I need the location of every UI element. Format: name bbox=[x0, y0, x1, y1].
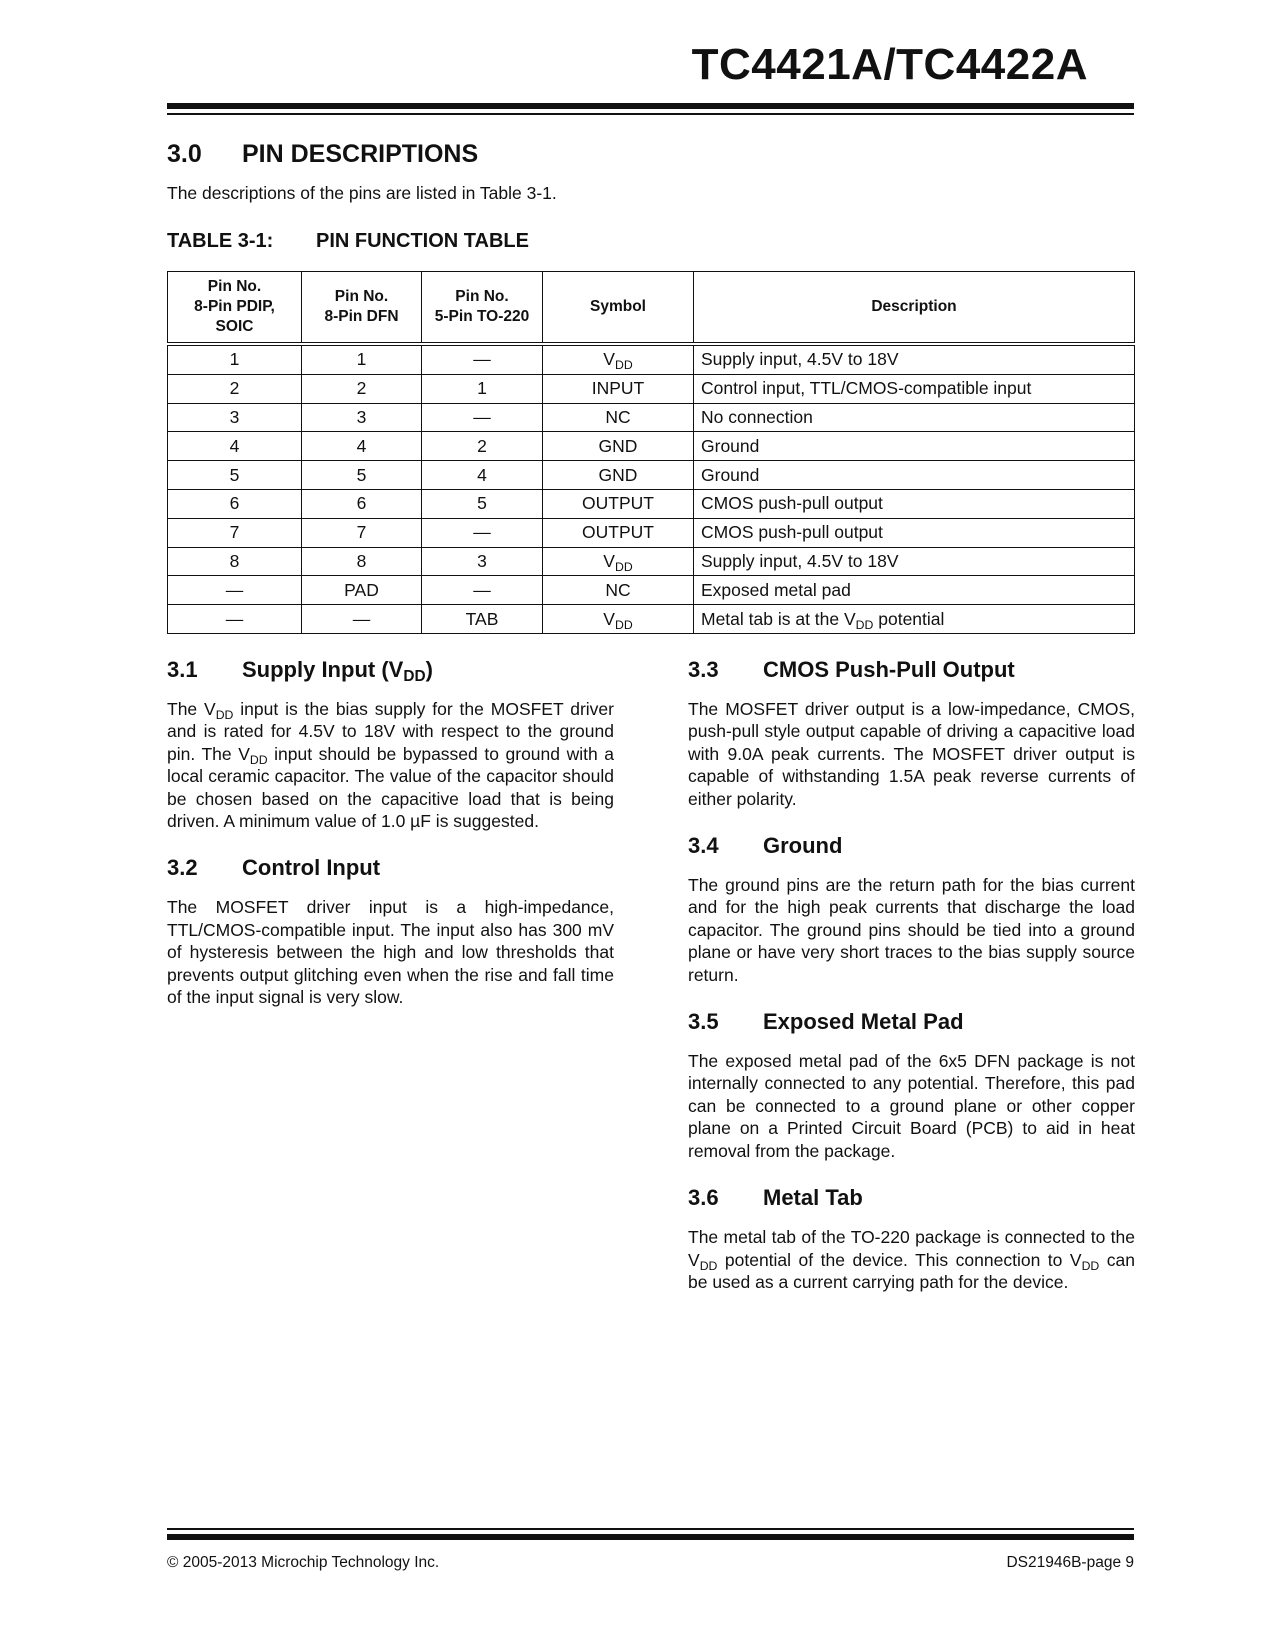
cell-pdip: 6 bbox=[168, 489, 302, 518]
footer-copyright: © 2005-2013 Microchip Technology Inc. bbox=[167, 1554, 440, 1571]
cell-description: Ground bbox=[694, 461, 1135, 490]
cell-symbol: $V_{DD}$ bbox=[543, 344, 694, 374]
cell-to220: 1 bbox=[422, 374, 543, 403]
cell-to220: — bbox=[422, 576, 543, 605]
cell-pdip: 5 bbox=[168, 461, 302, 490]
header-to220: Pin No. 5-Pin TO-220 bbox=[422, 272, 543, 345]
cell-symbol: OUTPUT bbox=[543, 489, 694, 518]
cell-dfn: 2 bbox=[302, 374, 422, 403]
table-caption bbox=[167, 230, 529, 253]
header-pdip: Pin No. 8-Pin PDIP, SOIC bbox=[168, 272, 302, 345]
cell-dfn: 5 bbox=[302, 461, 422, 490]
cell-pdip: 3 bbox=[168, 403, 302, 432]
document-title: TC4421A/TC4422A bbox=[691, 40, 1088, 89]
cell-to220: 5 bbox=[422, 489, 543, 518]
cell-dfn: 7 bbox=[302, 518, 422, 547]
section-heading-3-0 bbox=[167, 140, 478, 169]
cell-pdip: — bbox=[168, 605, 302, 634]
cell-symbol: INPUT bbox=[543, 374, 694, 403]
cell-pdip: 1 bbox=[168, 344, 302, 374]
cell-description: Supply input, 4.5V to 18V bbox=[694, 547, 1135, 576]
cell-pdip: 7 bbox=[168, 518, 302, 547]
section-3-6-text: The metal tab of the TO-220 package is connected to the $V_{DD}$ potential of the device. This connection to $V_{DD}$ can be used as a current carrying path for the device. bbox=[688, 1227, 1135, 1292]
section-heading-3-1: 3.1 Supply Input $(V_{DD})$ bbox=[167, 657, 433, 685]
section-heading-3-3: 3.3 CMOS Push-Pull Output bbox=[688, 657, 1015, 682]
cell-symbol: NC bbox=[543, 576, 694, 605]
cell-pdip: 8 bbox=[168, 547, 302, 576]
left-column bbox=[167, 656, 614, 1030]
cell-symbol: $V_{DD}$ bbox=[543, 547, 694, 576]
section-heading-3-5: 3.5 Exposed Metal Pad bbox=[688, 1009, 964, 1035]
section-intro: The descriptions of the pins are listed in Table 3-1. bbox=[167, 183, 557, 203]
table-row bbox=[168, 374, 1135, 403]
header-description: Description bbox=[694, 272, 1135, 345]
pin-function-table bbox=[167, 271, 1135, 634]
cell-description: No connection bbox=[694, 403, 1135, 432]
cell-pdip: 2 bbox=[168, 374, 302, 403]
header-rule-thin bbox=[167, 113, 1134, 115]
section-3-1-text: The $V_{DD}$ input is the bias supply for the MOSFET driver and is rated for 4.5V to 18V with respect to the ground pin. The $V_{DD}$ input should be bypassed to ground with a local ceramic capacitor. The value of the capacitor should be chosen based on the capacitive load that is being driven. A minimum value of 1.0 µF is suggested. bbox=[167, 699, 614, 832]
header-symbol: Symbol bbox=[543, 272, 694, 345]
cell-description: Metal tab is at the $V_{DD}$ potential bbox=[694, 605, 1135, 634]
cell-description: Ground bbox=[694, 432, 1135, 461]
table-caption-label: TABLE 3-1: bbox=[167, 230, 274, 252]
cell-to220: — bbox=[422, 403, 543, 432]
cell-pdip: 4 bbox=[168, 432, 302, 461]
section-number: 3.0 bbox=[167, 140, 202, 168]
cell-pdip: — bbox=[168, 576, 302, 605]
cell-to220: — bbox=[422, 344, 543, 374]
cell-symbol: GND bbox=[543, 461, 694, 490]
section-3-5-text: The exposed metal pad of the 6x5 DFN package is not internally connected to any potential. Therefore, this pad can be connected to a ground plane or other copper plane on a Printed Circuit Board (PCB) to aid in heat removal from the package. bbox=[688, 1051, 1135, 1161]
section-3-3-text: The MOSFET driver output is a low-impedance, CMOS, push-pull style output capable of driving a capacitive load with 9.0A peak currents. The MOSFET driver output is capable of withstanding 1.5A peak reverse currents of either polarity. bbox=[688, 699, 1135, 809]
table-header-row bbox=[168, 272, 1135, 345]
cell-description: Supply input, 4.5V to 18V bbox=[694, 344, 1135, 374]
table-row bbox=[168, 518, 1135, 547]
cell-dfn: 1 bbox=[302, 344, 422, 374]
table-row bbox=[168, 344, 1135, 374]
header-rule-thick bbox=[167, 103, 1134, 109]
cell-description: Exposed metal pad bbox=[694, 576, 1135, 605]
right-column bbox=[688, 656, 1135, 1315]
cell-symbol: OUTPUT bbox=[543, 518, 694, 547]
table-row bbox=[168, 432, 1135, 461]
cell-dfn: 3 bbox=[302, 403, 422, 432]
table-row bbox=[168, 403, 1135, 432]
cell-dfn: 8 bbox=[302, 547, 422, 576]
cell-symbol: GND bbox=[543, 432, 694, 461]
table-row bbox=[168, 576, 1135, 605]
cell-to220: TAB bbox=[422, 605, 543, 634]
cell-description: Control input, TTL/CMOS-compatible input bbox=[694, 374, 1135, 403]
cell-dfn: 6 bbox=[302, 489, 422, 518]
footer-rule-thick bbox=[167, 1534, 1134, 1540]
table-row bbox=[168, 489, 1135, 518]
section-3-2-text: The MOSFET driver input is a high-impedance, TTL/CMOS-compatible input. The input also has 300 mV of hysteresis between the high and low thresholds that prevents output glitching even when the rise and fall time of the input signal is very slow. bbox=[167, 897, 614, 1008]
section-heading-3-4: 3.4 Ground bbox=[688, 833, 843, 859]
cell-to220: 3 bbox=[422, 547, 543, 576]
table-row bbox=[168, 547, 1135, 576]
section-3-4-text: The ground pins are the return path for the bias current and for the high peak currents that discharge the load capacitor. The ground pins should be tied into a ground plane or have very short traces to the bias supply source return. bbox=[688, 875, 1135, 985]
cell-symbol: NC bbox=[543, 403, 694, 432]
section-heading-3-2: 3.2 Control Input bbox=[167, 855, 381, 881]
cell-symbol: $V_{DD}$ bbox=[543, 605, 694, 634]
footer-rule-thin bbox=[167, 1528, 1134, 1530]
cell-dfn: 4 bbox=[302, 432, 422, 461]
cell-to220: 4 bbox=[422, 461, 543, 490]
header-dfn: Pin No. 8-Pin DFN bbox=[302, 272, 422, 345]
section-heading-3-6: 3.6 Metal Tab bbox=[688, 1185, 863, 1211]
section-title: PIN DESCRIPTIONS bbox=[242, 140, 479, 168]
table-row bbox=[168, 605, 1135, 634]
cell-description: CMOS push-pull output bbox=[694, 518, 1135, 547]
cell-dfn: PAD bbox=[302, 576, 422, 605]
cell-to220: — bbox=[422, 518, 543, 547]
cell-to220: 2 bbox=[422, 432, 543, 461]
table-caption-title: PIN FUNCTION TABLE bbox=[316, 230, 529, 252]
footer-page-number: DS21946B-page 9 bbox=[1006, 1554, 1134, 1571]
cell-description: CMOS push-pull output bbox=[694, 489, 1135, 518]
cell-dfn: — bbox=[302, 605, 422, 634]
table-row bbox=[168, 461, 1135, 490]
